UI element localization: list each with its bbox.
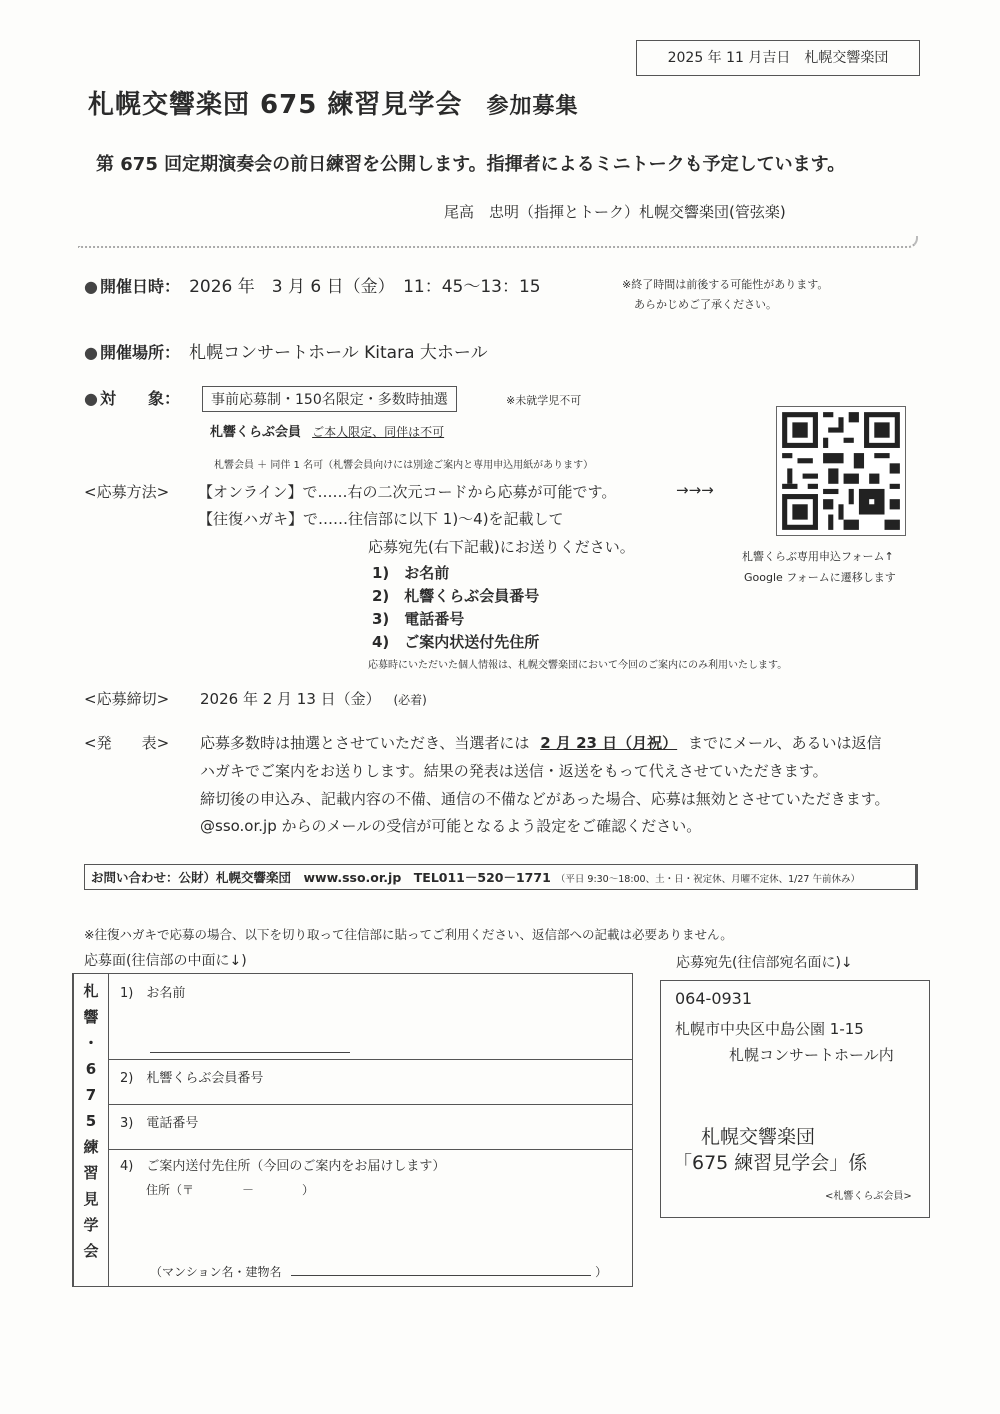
address-zip: 064-0931 <box>675 989 753 1008</box>
header-divider <box>78 236 918 248</box>
address-tag: <札響くらぶ会員> <box>825 1191 912 1202</box>
building-label: （マンション名・建物名 <box>150 1265 282 1279</box>
form-row-name <box>108 974 632 1060</box>
qr-code-icon <box>777 407 905 535</box>
target-label <box>84 386 180 409</box>
announce-post: までにメール、あるいは返信 <box>687 734 882 752</box>
address-dept: 「675 練習見学会」係 <box>673 1152 868 1174</box>
method-online: 【オンライン】で……右の二次元コードから応募が可能です。 <box>198 483 617 501</box>
method-item-4: 4) ご案内状送付先住所 <box>372 633 540 651</box>
qr-code[interactable] <box>776 406 906 536</box>
application-form <box>72 973 633 1287</box>
member-number-field[interactable] <box>308 1063 618 1099</box>
contact-main: お問い合わせ：公財）札幌交響楽団 www.sso.or.jp TEL011－520－1771 <box>91 870 551 885</box>
qr-caption-1: 札響くらぶ専用申込フォーム↑ <box>742 550 894 563</box>
target-condition: 事前応募制・150名限定・多数時抽選 <box>202 386 457 412</box>
announce-pre: 応募多数時は抽選とさせていただき、当選者には <box>200 734 530 752</box>
target-members: 札響くらぶ会員 <box>210 425 302 440</box>
address-zip-field[interactable]: 住所（〒 － ） <box>146 1183 315 1197</box>
page-title <box>88 84 578 121</box>
building-close: ） <box>595 1265 608 1279</box>
lead-text: 第 675 回定期演奏会の前日練習を公開します。指揮者によるミニトークも予定しています。 <box>96 154 846 175</box>
deadline-row <box>200 688 427 709</box>
form-side-char: 札 <box>83 982 99 1000</box>
form-row-phone <box>108 1104 632 1150</box>
method-postcard: 【往復ハガキ】で……往信部に以下 1)～4)を記載して <box>198 510 564 528</box>
performers: 尾高 忠明（指揮とトーク）札幌交響楽団(管弦楽) <box>444 203 786 221</box>
target-note2: 札響会員 ＋ 同伴 1 名可（札響会員向けには別途ご案内と専用申込用紙があります） <box>214 460 594 471</box>
form-label-name: 1) お名前 <box>120 986 186 1001</box>
contact-hours: （平日 9:30～18:00、土・日・祝定休、月曜不定休、1/27 午前休み） <box>555 874 860 885</box>
announce-line3: 締切後の申込み、記載内容の不備、通信の不備などがあった場合、応募は無効とさせていただきます。 <box>200 790 890 808</box>
qr-caption-2: Google フォームに遷移します <box>744 571 896 584</box>
target-condition-note: ※未就学児不可 <box>506 394 582 407</box>
address-org: 札幌交響楽団 <box>701 1126 816 1148</box>
form-side-column <box>74 974 109 1286</box>
form-side-char: 習 <box>83 1164 99 1182</box>
phone-field[interactable] <box>248 1108 618 1144</box>
method-item-2: 2) 札響くらぶ会員番号 <box>372 587 540 605</box>
method-privacy: 応募時にいただいた個人情報は、札幌交響楽団において今回のご案内にのみ利用いたします。 <box>368 660 788 671</box>
target-label-text: ● 対 象： <box>84 389 180 408</box>
date-note2: あらかじめご了承ください。 <box>634 298 777 311</box>
announce-line1 <box>200 732 881 753</box>
deadline-note: (必着) <box>393 693 427 707</box>
date-row <box>84 272 541 297</box>
date-label: ● 開催日時： <box>84 277 180 296</box>
venue-value: 札幌コンサートホール Kitara 大ホール <box>189 343 488 363</box>
form-side-char: 会 <box>83 1242 99 1260</box>
title-main: 札幌交響楽団 675 練習見学会 <box>88 90 463 120</box>
form-side-char: 5 <box>85 1112 97 1130</box>
address-line1: 札幌市中央区中島公園 1-15 <box>675 1020 864 1038</box>
form-label-member: 2) 札響くらぶ会員番号 <box>120 1071 264 1086</box>
date-note1: ※終了時間は前後する可能性があります。 <box>622 278 829 291</box>
cutout-note: ※往復ハガキで応募の場合、以下を切り取って往信部に貼ってご利用ください、返信部への記載は必要ありません。 <box>84 927 733 942</box>
announce-line4: @sso.or.jp からのメールの受信が可能となるよう設定をご確認ください。 <box>200 817 702 835</box>
form-side-text <box>74 974 108 1264</box>
method-item-1: 1) お名前 <box>372 564 450 582</box>
form-side-char: 6 <box>85 1060 97 1078</box>
target-members-note: ご本人限定、同伴は不可 <box>312 425 445 439</box>
address-line2: 札幌コンサートホール内 <box>729 1046 894 1064</box>
method-label: <応募方法> <box>84 483 170 501</box>
form-side-char: 響 <box>83 1008 99 1026</box>
method-send-to: 応募宛先(右下記載)にお送りください。 <box>368 538 635 556</box>
date-value: 2026 年 3 月 6 日（金） 11：45～13：15 <box>189 277 541 297</box>
method-item-3: 3) 電話番号 <box>372 610 465 628</box>
venue-label: ● 開催場所： <box>84 343 180 362</box>
deadline-label: <応募締切> <box>84 690 170 708</box>
building-field[interactable] <box>291 1263 591 1276</box>
method-arrows: →→→ <box>676 481 714 499</box>
form-side-char: 学 <box>83 1216 99 1234</box>
form-side-char: 見 <box>83 1190 99 1208</box>
announce-label: <発 表> <box>84 734 170 752</box>
title-suffix: 参加募集 <box>486 94 579 119</box>
announce-date: 2 月 23 日（月祝） <box>540 734 678 752</box>
announce-line2: ハガキでご案内をお送りします。結果の発表は送信・返送をもって代えさせていただきます。 <box>200 762 828 780</box>
form-row-member <box>108 1059 632 1105</box>
form-heading: 応募面(往信部の中面に↓) <box>84 953 247 969</box>
form-side-char: ・ <box>83 1034 99 1052</box>
form-side-char: 7 <box>85 1086 97 1104</box>
form-label-phone: 3) 電話番号 <box>120 1116 199 1131</box>
venue-row <box>84 338 488 363</box>
building-row <box>150 1263 607 1280</box>
form-row-address <box>108 1149 632 1286</box>
form-side-char: 練 <box>83 1138 99 1156</box>
address-box <box>660 980 930 1218</box>
name-field[interactable] <box>150 1034 350 1053</box>
address-heading: 応募宛先(往信部宛名面に)↓ <box>676 955 853 971</box>
deadline-value: 2026 年 2 月 13 日（金） <box>200 690 381 708</box>
issue-date-box: 2025 年 11 月吉日 札幌交響楽団 <box>636 40 920 76</box>
target-members-row <box>210 421 444 440</box>
contact-box <box>84 864 918 890</box>
form-label-address: 4) ご案内送付先住所（今回のご案内をお届けします） <box>120 1159 446 1174</box>
